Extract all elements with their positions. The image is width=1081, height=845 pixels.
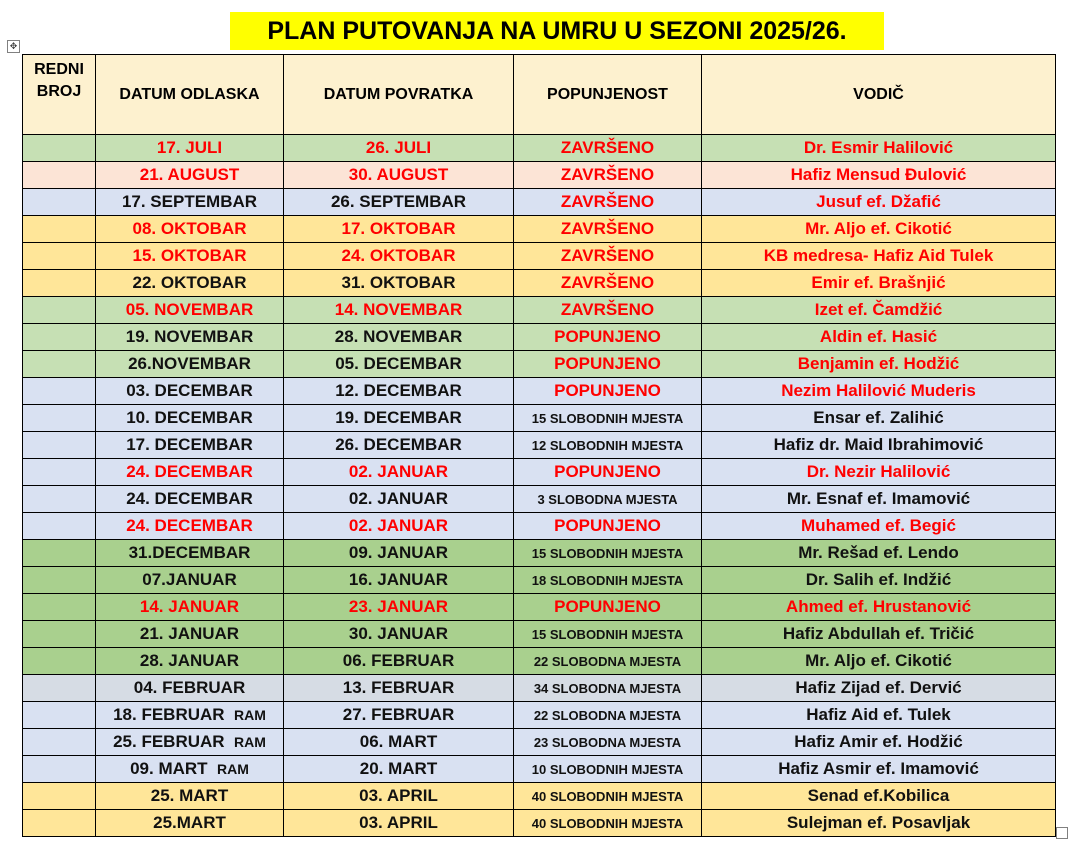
redni-broj-cell [23,513,96,540]
vodic-cell: Mr. Aljo ef. Cikotić [702,216,1056,243]
datum-odlaska-cell [96,783,284,810]
datum-odlaska-cell [96,459,284,486]
popunjenost-cell: 10 SLOBODNIH MJESTA [514,756,702,783]
header-datum-povratka: DATUM POVRATKA [284,55,514,135]
table-row [23,162,1056,189]
table-row [23,594,1056,621]
datum-odlaska-cell [96,621,284,648]
header-popunjenost: POPUNJENOST [514,55,702,135]
datum-povratka-cell: 30. AUGUST [284,162,514,189]
popunjenost-cell: ZAVRŠENO [514,162,702,189]
table-row [23,324,1056,351]
redni-broj-cell [23,351,96,378]
datum-odlaska-text: 10. DECEMBAR [126,408,253,427]
redni-broj-cell [23,486,96,513]
redni-broj-cell [23,189,96,216]
datum-odlaska-text: 09. MART [130,759,208,778]
table-row [23,189,1056,216]
vodic-cell: Ahmed ef. Hrustanović [702,594,1056,621]
datum-povratka-cell: 17. OKTOBAR [284,216,514,243]
popunjenost-cell: ZAVRŠENO [514,270,702,297]
datum-odlaska-cell [96,648,284,675]
vodic-cell: Jusuf ef. Džafić [702,189,1056,216]
datum-povratka-cell: 19. DECEMBAR [284,405,514,432]
datum-odlaska-text: 24. DECEMBAR [126,516,253,535]
header-row [23,55,1056,135]
table-row [23,297,1056,324]
popunjenost-cell: ZAVRŠENO [514,216,702,243]
datum-povratka-cell: 13. FEBRUAR [284,675,514,702]
ram-label: RAM [217,761,249,777]
datum-odlaska-text: 08. OKTOBAR [132,219,247,238]
datum-povratka-cell: 26. JULI [284,135,514,162]
datum-povratka-cell: 02. JANUAR [284,486,514,513]
popunjenost-cell: 15 SLOBODNIH MJESTA [514,405,702,432]
datum-odlaska-cell [96,513,284,540]
table-row [23,621,1056,648]
datum-odlaska-text: 31.DECEMBAR [128,543,251,562]
datum-povratka-cell: 03. APRIL [284,783,514,810]
datum-odlaska-cell [96,405,284,432]
datum-odlaska-text: 17. SEPTEMBAR [121,192,258,211]
datum-odlaska-cell [96,378,284,405]
popunjenost-cell: 18 SLOBODNIH MJESTA [514,567,702,594]
datum-odlaska-text: 17. JULI [156,138,223,157]
table-row [23,270,1056,297]
vodic-cell: Hafiz Mensud Đulović [702,162,1056,189]
vodic-cell: Muhamed ef. Begić [702,513,1056,540]
popunjenost-cell: 15 SLOBODNIH MJESTA [514,621,702,648]
redni-broj-cell [23,432,96,459]
vodic-cell: Hafiz Asmir ef. Imamović [702,756,1056,783]
popunjenost-cell: POPUNJENO [514,351,702,378]
table-row [23,702,1056,729]
vodic-cell: Hafiz Abdullah ef. Tričić [702,621,1056,648]
datum-povratka-cell: 06. FEBRUAR [284,648,514,675]
redni-broj-cell [23,594,96,621]
datum-odlaska-cell [96,297,284,324]
datum-odlaska-text: 24. DECEMBAR [126,462,253,481]
table-resize-handle[interactable] [1056,827,1068,839]
vodic-cell: Nezim Halilović Muderis [702,378,1056,405]
datum-odlaska-text: 18. FEBRUAR [113,705,225,724]
redni-broj-cell [23,621,96,648]
vodic-cell: Sulejman ef. Posavljak [702,810,1056,837]
redni-broj-cell [23,756,96,783]
table-row [23,459,1056,486]
vodic-cell: Dr. Esmir Halilović [702,135,1056,162]
datum-povratka-cell: 23. JANUAR [284,594,514,621]
datum-odlaska-cell [96,351,284,378]
popunjenost-cell: 22 SLOBODNA MJESTA [514,702,702,729]
datum-odlaska-cell [96,567,284,594]
datum-odlaska-cell [96,486,284,513]
vodic-cell: Emir ef. Brašnjić [702,270,1056,297]
table-row [23,432,1056,459]
table-move-handle-icon[interactable]: ✥ [7,40,20,53]
popunjenost-cell: 22 SLOBODNA MJESTA [514,648,702,675]
table-row [23,540,1056,567]
vodic-cell: Ensar ef. Zalihić [702,405,1056,432]
datum-odlaska-text: 28. JANUAR [139,651,240,670]
header-redni-broj: REDNI BROJ [23,55,96,135]
table-row [23,351,1056,378]
table-row [23,486,1056,513]
popunjenost-cell: 3 SLOBODNA MJESTA [514,486,702,513]
datum-odlaska-text: 14. JANUAR [139,597,240,616]
redni-broj-cell [23,702,96,729]
header-datum-odlaska: DATUM ODLASKA [96,55,284,135]
redni-broj-cell [23,729,96,756]
popunjenost-cell: 34 SLOBODNA MJESTA [514,675,702,702]
datum-odlaska-cell [96,189,284,216]
redni-broj-cell [23,783,96,810]
table-row [23,378,1056,405]
redni-broj-cell [23,540,96,567]
popunjenost-cell: ZAVRŠENO [514,243,702,270]
table-row [23,135,1056,162]
vodic-cell: Aldin ef. Hasić [702,324,1056,351]
datum-odlaska-text: 07.JANUAR [142,570,237,589]
table-row [23,729,1056,756]
redni-broj-cell [23,648,96,675]
redni-broj-cell [23,135,96,162]
datum-povratka-cell: 30. JANUAR [284,621,514,648]
redni-broj-cell [23,459,96,486]
datum-povratka-cell: 26. SEPTEMBAR [284,189,514,216]
datum-povratka-cell: 02. JANUAR [284,513,514,540]
ram-label: RAM [234,707,266,723]
table-row [23,810,1056,837]
vodic-cell: Hafiz Amir ef. Hodžić [702,729,1056,756]
vodic-cell: Hafiz dr. Maid Ibrahimović [702,432,1056,459]
datum-povratka-cell: 26. DECEMBAR [284,432,514,459]
datum-odlaska-cell [96,162,284,189]
datum-povratka-cell: 24. OKTOBAR [284,243,514,270]
vodic-cell: Dr. Nezir Halilović [702,459,1056,486]
redni-broj-cell [23,270,96,297]
datum-odlaska-cell [96,324,284,351]
redni-broj-cell [23,567,96,594]
table-row [23,648,1056,675]
datum-povratka-cell: 02. JANUAR [284,459,514,486]
datum-odlaska-text: 22. OKTOBAR [132,273,247,292]
vodic-cell: KB medresa- Hafiz Aid Tulek [702,243,1056,270]
datum-odlaska-cell [96,135,284,162]
table-row [23,567,1056,594]
datum-odlaska-cell [96,432,284,459]
popunjenost-cell: 12 SLOBODNIH MJESTA [514,432,702,459]
datum-odlaska-text: 25.MART [153,813,226,832]
popunjenost-cell: 15 SLOBODNIH MJESTA [514,540,702,567]
datum-odlaska-text: 21. AUGUST [139,165,240,184]
datum-povratka-cell: 12. DECEMBAR [284,378,514,405]
datum-odlaska-text: 21. JANUAR [139,624,240,643]
datum-odlaska-text: 25. MART [150,786,229,805]
datum-odlaska-cell [96,729,284,756]
vodic-cell: Benjamin ef. Hodžić [702,351,1056,378]
datum-povratka-cell: 28. NOVEMBAR [284,324,514,351]
header-vodic: VODIČ [702,55,1056,135]
datum-odlaska-text: 15. OKTOBAR [132,246,247,265]
popunjenost-cell: POPUNJENO [514,378,702,405]
redni-broj-cell [23,243,96,270]
datum-odlaska-cell [96,540,284,567]
vodic-cell: Izet ef. Čamdžić [702,297,1056,324]
redni-broj-cell [23,378,96,405]
datum-odlaska-text: 26.NOVEMBAR [128,354,251,373]
popunjenost-cell: POPUNJENO [514,459,702,486]
redni-broj-cell [23,162,96,189]
datum-odlaska-cell [96,243,284,270]
datum-odlaska-cell [96,810,284,837]
datum-odlaska-text: 24. DECEMBAR [126,489,253,508]
datum-povratka-cell: 03. APRIL [284,810,514,837]
datum-odlaska-cell [96,756,284,783]
popunjenost-cell: 40 SLOBODNIH MJESTA [514,810,702,837]
redni-broj-cell [23,324,96,351]
datum-povratka-cell: 06. MART [284,729,514,756]
popunjenost-cell: POPUNJENO [514,513,702,540]
popunjenost-cell: 23 SLOBODNA MJESTA [514,729,702,756]
table-row [23,216,1056,243]
vodic-cell: Mr. Rešad ef. Lendo [702,540,1056,567]
vodic-cell: Mr. Esnaf ef. Imamović [702,486,1056,513]
table-row [23,756,1056,783]
datum-odlaska-text: 17. DECEMBAR [126,435,253,454]
redni-broj-cell [23,675,96,702]
datum-povratka-cell: 14. NOVEMBAR [284,297,514,324]
popunjenost-cell: POPUNJENO [514,594,702,621]
redni-broj-cell [23,810,96,837]
vodic-cell: Hafiz Aid ef. Tulek [702,702,1056,729]
table-row [23,243,1056,270]
datum-odlaska-text: 03. DECEMBAR [126,381,253,400]
datum-povratka-cell: 09. JANUAR [284,540,514,567]
datum-povratka-cell: 20. MART [284,756,514,783]
vodic-cell: Hafiz Zijad ef. Dervić [702,675,1056,702]
popunjenost-cell: ZAVRŠENO [514,189,702,216]
datum-odlaska-cell [96,675,284,702]
popunjenost-cell: ZAVRŠENO [514,297,702,324]
redni-broj-cell [23,297,96,324]
table-row [23,783,1056,810]
datum-povratka-cell: 27. FEBRUAR [284,702,514,729]
popunjenost-cell: POPUNJENO [514,324,702,351]
datum-odlaska-cell [96,216,284,243]
datum-povratka-cell: 31. OKTOBAR [284,270,514,297]
redni-broj-cell [23,216,96,243]
page-title: PLAN PUTOVANJA NA UMRU U SEZONI 2025/26. [230,12,884,50]
datum-povratka-cell: 05. DECEMBAR [284,351,514,378]
redni-broj-cell [23,405,96,432]
datum-odlaska-text: 05. NOVEMBAR [125,300,254,319]
table-body [23,135,1056,837]
vodic-cell: Dr. Salih ef. Indžić [702,567,1056,594]
datum-odlaska-cell [96,270,284,297]
vodic-cell: Senad ef.Kobilica [702,783,1056,810]
table-row [23,513,1056,540]
datum-odlaska-text: 25. FEBRUAR [113,732,225,751]
table-row [23,405,1056,432]
datum-odlaska-text: 19. NOVEMBAR [125,327,254,346]
datum-odlaska-text: 04. FEBRUAR [133,678,246,697]
vodic-cell: Mr. Aljo ef. Cikotić [702,648,1056,675]
popunjenost-cell: ZAVRŠENO [514,135,702,162]
popunjenost-cell: 40 SLOBODNIH MJESTA [514,783,702,810]
table-row [23,675,1056,702]
datum-odlaska-cell [96,702,284,729]
travel-plan-table [22,54,1056,837]
datum-povratka-cell: 16. JANUAR [284,567,514,594]
datum-odlaska-cell [96,594,284,621]
ram-label: RAM [234,734,266,750]
